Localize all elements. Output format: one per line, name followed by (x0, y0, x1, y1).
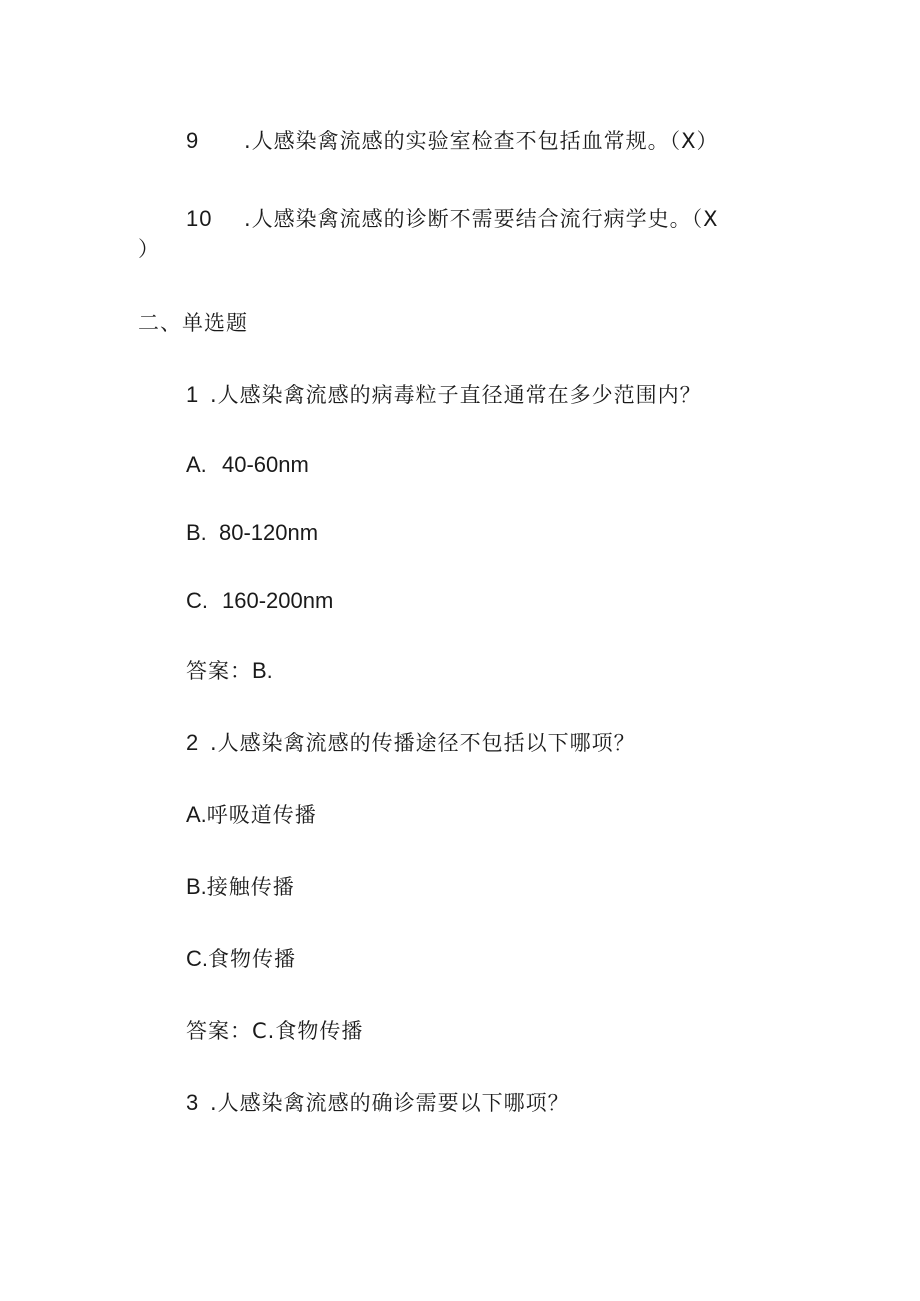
answer (186, 1016, 363, 1046)
option-text: 食物传播 (208, 947, 296, 971)
option-text: 呼吸道传播 (206, 803, 317, 827)
option-text: 160-200nm (222, 588, 334, 613)
question-number: 3 (186, 1090, 200, 1115)
answer-value: C.食物传播 (252, 1019, 364, 1043)
answer-label: 答案： (186, 1019, 252, 1043)
option-text: 80-120nm (219, 520, 319, 545)
option-label: B. (186, 520, 207, 545)
answer-value: B. (252, 658, 273, 683)
answer (186, 656, 273, 686)
question-item-1 (186, 380, 702, 410)
section-heading: 二、单选题 (138, 311, 248, 335)
question-text: .人感染禽流感的确诊需要以下哪项？ (210, 1091, 570, 1115)
option-text: 接触传播 (206, 875, 295, 899)
question-number: 2 (186, 730, 200, 755)
option-a (186, 800, 317, 830)
question-item-2 (186, 728, 636, 758)
question-text: .人感染禽流感的诊断不需要结合流行病学史。（X (244, 207, 719, 231)
option-label: C. (186, 946, 208, 971)
option-c (186, 944, 296, 974)
option-label: B. (186, 874, 207, 899)
option-b (186, 518, 318, 548)
option-b (186, 872, 295, 902)
option-label: A. (186, 452, 207, 477)
option-label: A. (186, 802, 207, 827)
question-text: .人感染禽流感的传播途径不包括以下哪项？ (210, 731, 636, 755)
question-text: .人感染禽流感的实验室检查不包括血常规。（X） (244, 129, 719, 153)
question-number: 1 (186, 382, 200, 407)
option-a (186, 450, 309, 480)
question-item-10 (186, 204, 719, 234)
question-number: 9 (186, 128, 200, 153)
option-c (186, 586, 333, 616)
question-number: 10 (186, 206, 213, 231)
option-text: 40-60nm (222, 452, 309, 477)
question-item-9 (186, 126, 719, 156)
question-text: .人感染禽流感的病毒粒子直径通常在多少范围内？ (210, 383, 702, 407)
answer-label: 答案： (186, 659, 252, 683)
question-item-3 (186, 1088, 570, 1118)
question-text-continuation: ） (138, 237, 160, 261)
option-label: C. (186, 588, 208, 613)
